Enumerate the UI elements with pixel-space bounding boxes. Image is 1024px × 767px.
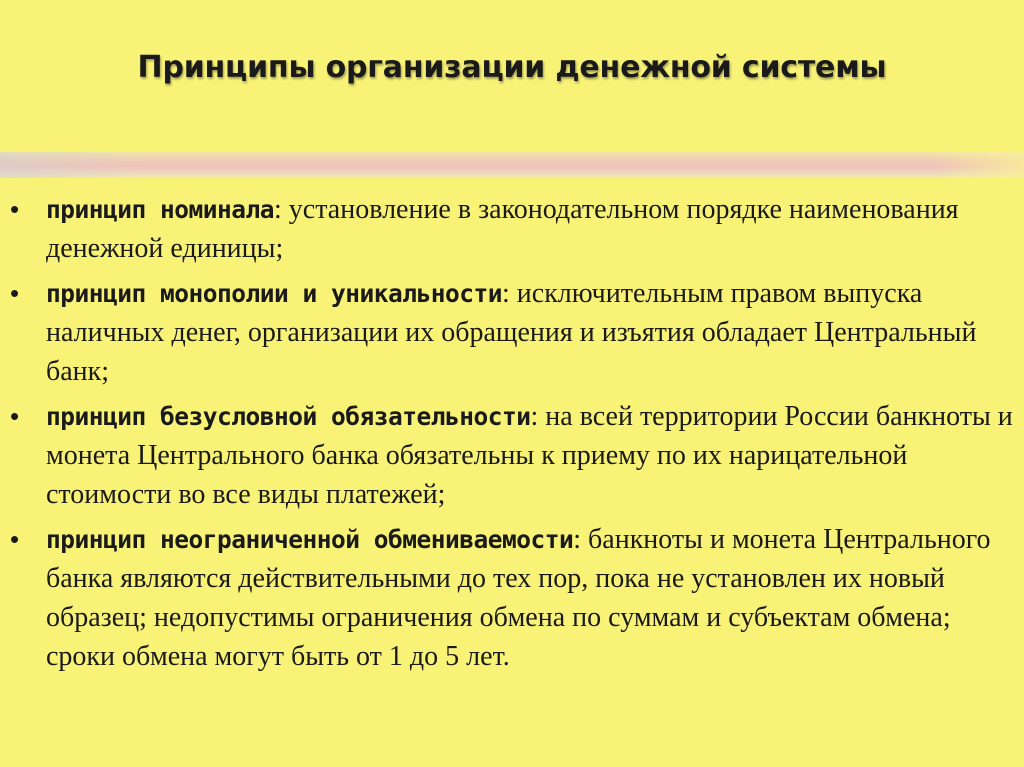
list-item (0, 190, 1024, 268)
principle-text: : установление в законодательном порядке наименования денежной единицы; (46, 194, 959, 264)
list-item (0, 520, 1024, 676)
principle-term: принцип номинала (46, 195, 275, 224)
list-item (0, 274, 1024, 391)
bullet-icon: • (10, 524, 20, 554)
decorative-band (0, 152, 1024, 178)
principle-text: : на всей территории России банкноты и монета Центрального банка обязательны к приему по их нарицательной стоимости во все виды платежей; (46, 401, 1013, 510)
bullet-icon: • (10, 401, 20, 431)
slide-title: Принципы организации денежной системы (137, 50, 887, 85)
principle-text: : банкноты и монета Центрального банка являются действительными до тех пор, пока не установлен их новый образец; недопустимы ограничения обмена по суммам и субъектам обмена; сроки обмена могут быть от 1 до 5 лет. (46, 524, 991, 672)
principle-term: принцип монополии и уникальности (46, 279, 503, 308)
principle-term: принцип неограниченной обмениваемости (46, 525, 574, 554)
list-item (0, 397, 1024, 514)
bullet-icon: • (10, 194, 20, 224)
bullet-icon: • (10, 278, 20, 308)
principle-term: принцип безусловной обязательности (46, 402, 531, 431)
principle-text: : исключительным правом выпуска наличных денег, организации их обращения и изъятия обладает Центральный банк; (46, 278, 977, 387)
principles-list (0, 190, 1024, 682)
